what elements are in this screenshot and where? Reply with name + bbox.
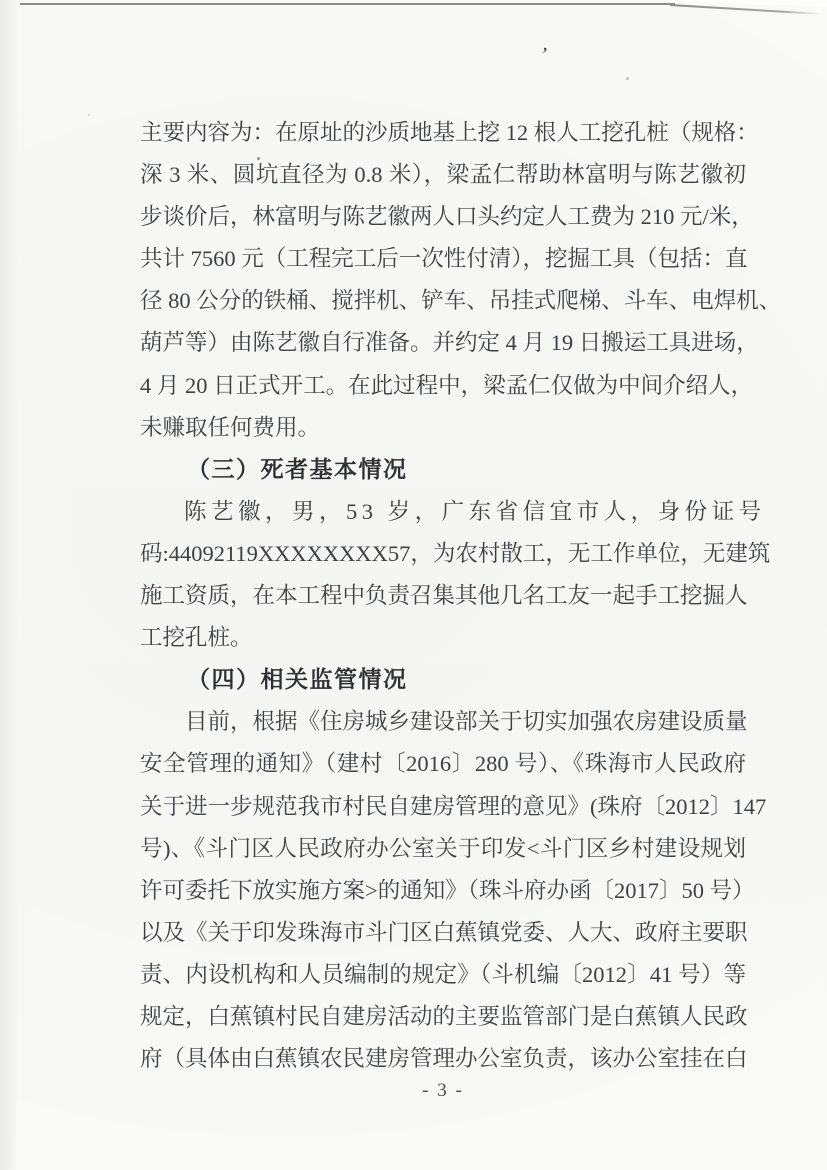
scan-speck: [626, 77, 629, 80]
text-line: 责、内设机构和人员编制的规定》（斗机编〔2012〕41 号）等: [140, 961, 746, 987]
page-number: - 3 -: [422, 1080, 464, 1101]
scan-top-edge: [20, 3, 675, 5]
text-line: 目前，根据《住房城乡建设部关于切实加强农房建设质量: [185, 709, 748, 735]
text-line: 未赚取任何费用。: [140, 414, 321, 440]
text-line: 关于进一步规范我市村民自建房管理的意见》(珠府〔2012〕147: [140, 793, 767, 819]
text-line: 陈艺徽，男，53 岁，广东省信宜市人，身份证号: [184, 498, 766, 524]
text-line: 号)、《斗门区人民政府办公室关于印发<斗门区乡村建设规划: [140, 835, 746, 861]
text-line: 码:44092119XXXXXXXX57，为农村散工，无工作单位，无建筑: [140, 540, 771, 566]
text-line: 施工资质，在本工程中负责召集其他几名工友一起手工挖掘人: [140, 583, 748, 609]
text-line: 以及《关于印发珠海市斗门区白蕉镇党委、人大、政府主要职: [140, 919, 748, 945]
stray-ink-mark: ’: [539, 43, 549, 67]
text-line: 工挖孔桩。: [140, 625, 253, 651]
section-heading: （三）死者基本情况: [187, 456, 408, 482]
text-line: 规定，白蕉镇村民自建房活动的主要监管部门是白蕉镇人民政: [140, 1003, 748, 1029]
text-line: 许可委托下放实施方案>的通知》（珠斗府办函〔2017〕50 号）: [140, 877, 755, 903]
text-line: 主要内容为：在原址的沙质地基上挖 12 根人工挖孔桩（规格：: [140, 120, 759, 145]
text-line: 葫芦等）由陈艺徽自行准备。并约定 4 月 19 日搬运工具进场，: [140, 330, 759, 356]
text-line: 径 80 公分的铁桶、搅拌机、铲车、吊挂式爬梯、斗车、电焊机、: [140, 288, 782, 314]
document-body: [140, 112, 782, 1080]
text-line: 深 3 米、圆坑直径为 0.8 米），梁孟仁帮助林富明与陈艺徽初: [140, 162, 746, 188]
text-line: 府（具体由白蕉镇农民建房管理办公室负责，该办公室挂在白: [140, 1046, 748, 1072]
text-line: 共计 7560 元（工程完工后一次性付清），挖掘工具（包括：直: [140, 246, 748, 272]
text-line: 安全管理的通知》（建村〔2016〕280 号）、《珠海市人民政府: [140, 751, 746, 777]
scan-left-edge: [0, 0, 18, 1170]
text-line: 步谈价后，林富明与陈艺徽两人口头约定人工费为 210 元/米，: [140, 204, 754, 230]
text-line: 4 月 20 日正式开工。在此过程中，梁孟仁仅做为中间介绍人，: [140, 372, 754, 398]
scan-speck: [88, 114, 90, 116]
scan-top-corner-edge: [670, 4, 820, 15]
section-heading: （四）相关监管情况: [187, 667, 408, 693]
